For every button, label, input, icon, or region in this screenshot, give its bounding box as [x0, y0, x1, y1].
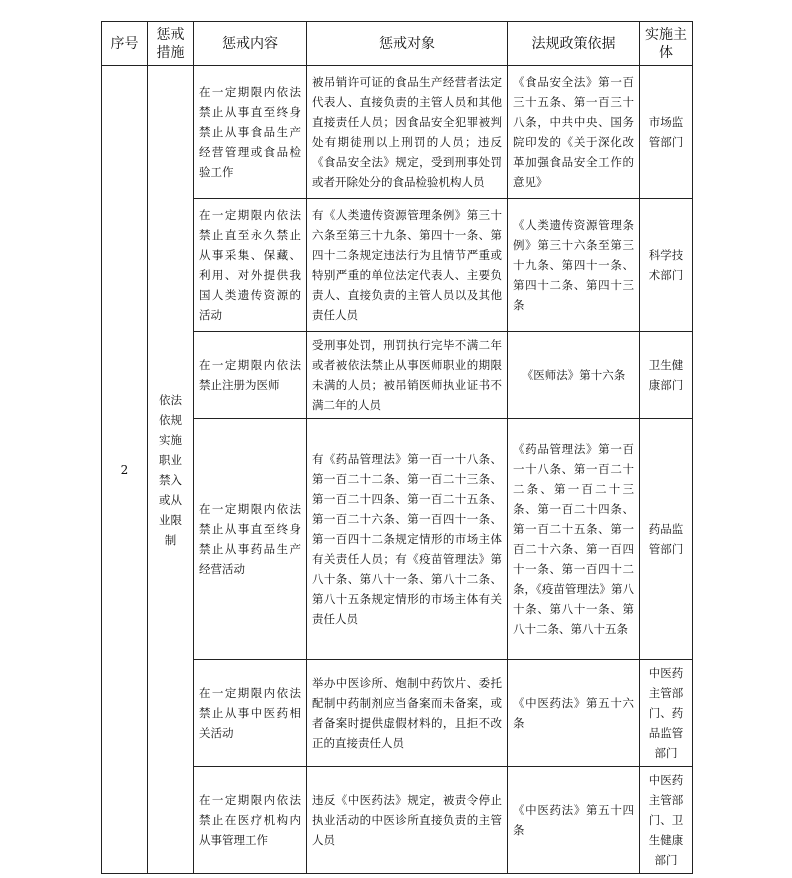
target-cell: 被吊销许可证的食品生产经营者法定代表人、直接负责的主管人员和其他直接责任人员；因食品安全犯罪被判处有期徒刑以上刑罚的人员；违反《食品安全法》规定，受到刑事处罚或者开除处分的食品检验机构人员 [307, 66, 508, 199]
subject-cell: 药品监管部门 [640, 419, 693, 660]
basis-cell: 《药品管理法》第一百一十八条、第一百二十二条、第一百二十三条、第一百二十四条、第一百二十五条、第一百二十六条、第一百四十一条、第一百四十二条，《疫苗管理法》第八十条、第八十一条、第八十二条、第八十五条 [508, 419, 640, 660]
target-cell: 受刑事处罚，刑罚执行完毕不满二年或者被依法禁止从事医师职业的期限未满的人员；被吊销医师执业证书不满二年的人员 [307, 332, 508, 419]
header-measure: 惩戒措施 [148, 22, 194, 66]
seq-number: 2 [102, 66, 148, 874]
target-cell: 举办中医诊所、炮制中药饮片、委托配制中药制剂应当备案而未备案，或者备案时提供虚假材料的，且拒不改正的直接责任人员 [307, 660, 508, 767]
punishment-table [101, 21, 693, 874]
header-content: 惩戒内容 [194, 22, 307, 66]
content-cell: 在一定期限内依法禁止直至永久禁止从事采集、保藏、利用、对外提供我国人类遗传资源的活动 [194, 199, 307, 332]
subject-cell: 市场监管部门 [640, 66, 693, 199]
measure-cell: 依法依规实施职业禁入或从业限制 [148, 66, 194, 874]
content-cell: 在一定期限内依法禁止在医疗机构内从事管理工作 [194, 767, 307, 874]
target-cell: 有《人类遗传资源管理条例》第三十六条至第三十九条、第四十一条、第四十二条规定违法行为且情节严重或特别严重的单位法定代表人、主要负责人、直接负责的主管人员以及其他责任人员 [307, 199, 508, 332]
table-header-row [102, 22, 693, 66]
subject-cell: 科学技术部门 [640, 199, 693, 332]
subject-cell: 卫生健康部门 [640, 332, 693, 419]
table-row [102, 66, 693, 199]
basis-cell: 《中医药法》第五十四条 [508, 767, 640, 874]
content-cell: 在一定期限内依法禁止从事直至终身禁止从事食品生产经营管理或食品检验工作 [194, 66, 307, 199]
content-cell: 在一定期限内依法禁止从事中医药相关活动 [194, 660, 307, 767]
target-cell: 有《药品管理法》第一百一十八条、第一百二十二条、第一百二十三条、第一百二十四条、第一百二十五条、第一百二十六条、第一百四十一条、第一百四十二条规定情形的市场主体有关责任人员；有《疫苗管理法》第八十条、第八十一条、第八十二条、第八十五条规定情形的市场主体有关责任人员 [307, 419, 508, 660]
header-target: 惩戒对象 [307, 22, 508, 66]
content-cell: 在一定期限内依法禁止从事直至终身禁止从事药品生产经营活动 [194, 419, 307, 660]
target-cell: 违反《中医药法》规定，被责令停止执业活动的中医诊所直接负责的主管人员 [307, 767, 508, 874]
basis-cell: 《食品安全法》第一百三十五条、第一百三十八条，中共中央、国务院印发的《关于深化改革加强食品安全工作的意见》 [508, 66, 640, 199]
basis-cell: 《医师法》第十六条 [508, 332, 640, 419]
content-cell: 在一定期限内依法禁止注册为医师 [194, 332, 307, 419]
basis-cell: 《人类遗传资源管理条例》第三十六条至第三十九条、第四十一条、第四十二条、第四十三条 [508, 199, 640, 332]
header-subject: 实施主体 [640, 22, 693, 66]
header-basis: 法规政策依据 [508, 22, 640, 66]
subject-cell: 中医药主管部门、卫生健康部门 [640, 767, 693, 874]
header-seq: 序号 [102, 22, 148, 66]
basis-cell: 《中医药法》第五十六条 [508, 660, 640, 767]
subject-cell: 中医药主管部门、药品监管部门 [640, 660, 693, 767]
